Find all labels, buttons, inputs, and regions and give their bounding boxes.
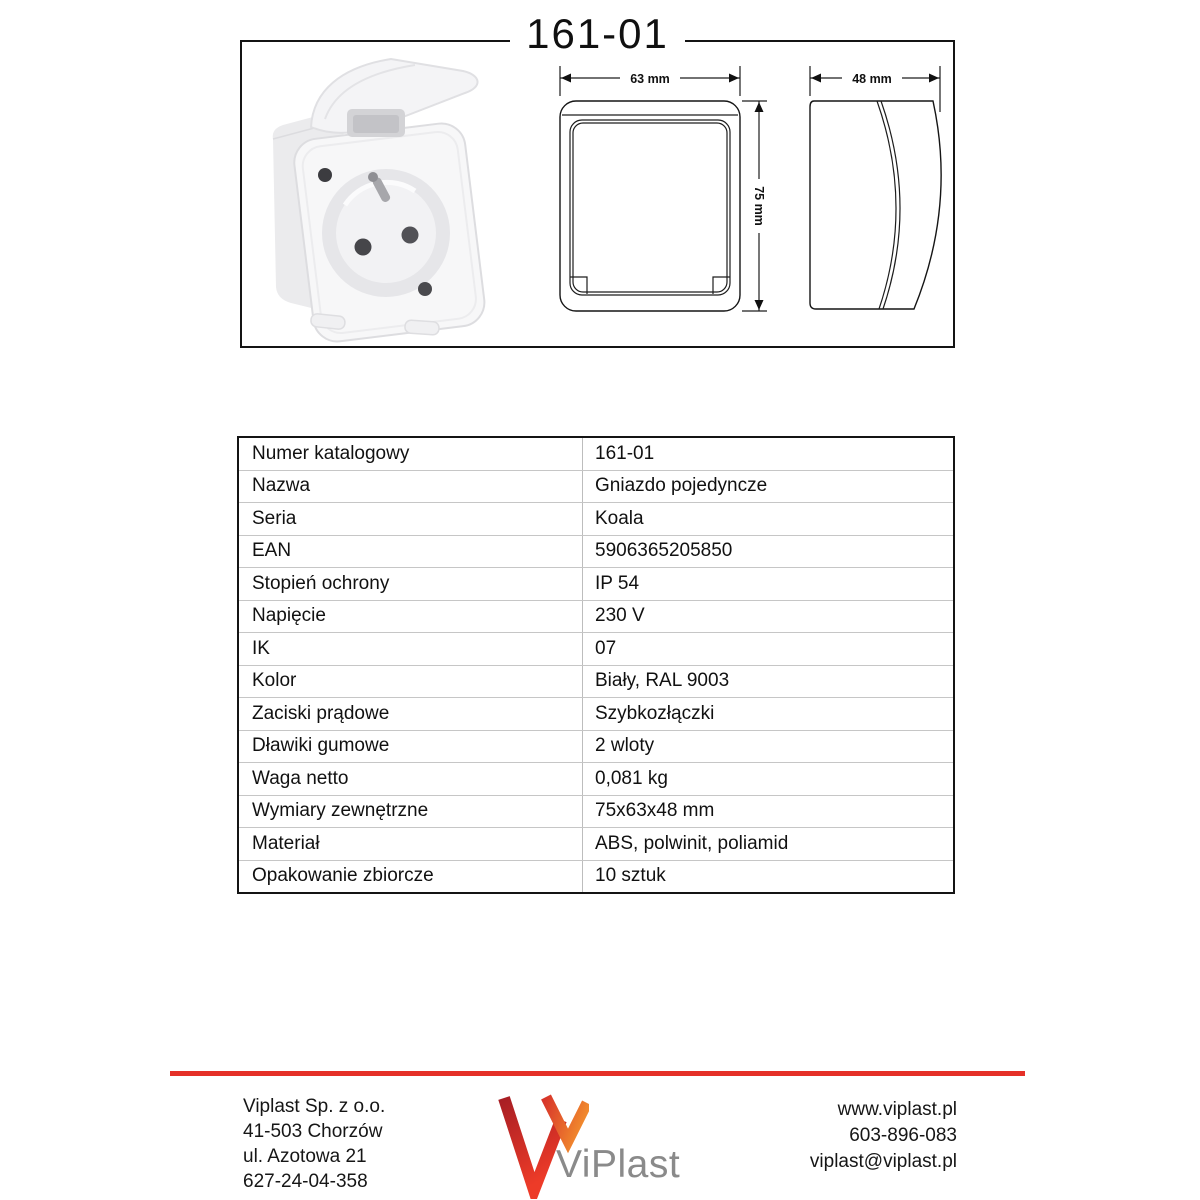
table-row bbox=[239, 827, 953, 860]
company-address-block bbox=[243, 1094, 385, 1194]
spec-value: ABS, polwinit, poliamid bbox=[595, 832, 789, 854]
spec-value: 10 sztuk bbox=[595, 865, 666, 887]
front-height-label: 75 mm bbox=[752, 186, 766, 226]
spec-label: Stopień ochrony bbox=[239, 568, 583, 600]
front-height-dimension bbox=[742, 101, 767, 311]
product-photo bbox=[273, 59, 487, 344]
table-row bbox=[239, 502, 953, 535]
spec-value: Szybkozłączki bbox=[595, 702, 715, 724]
company-street: ul. Azotowa 21 bbox=[243, 1146, 367, 1167]
spec-label: Zaciski prądowe bbox=[239, 698, 583, 730]
spec-value: 0,081 kg bbox=[595, 767, 668, 789]
page-title: 161-01 bbox=[510, 13, 685, 55]
side-view-drawing bbox=[810, 66, 941, 309]
spec-table bbox=[237, 436, 955, 894]
spec-value: 2 wloty bbox=[595, 735, 655, 757]
spec-value: IP 54 bbox=[595, 572, 640, 594]
table-row bbox=[239, 567, 953, 600]
table-row bbox=[239, 860, 953, 893]
table-row bbox=[239, 600, 953, 633]
spec-label: Opakowanie zbiorcze bbox=[239, 861, 583, 893]
mobile-phone: 603-896-083 bbox=[849, 1125, 957, 1146]
front-width-dimension bbox=[560, 66, 740, 96]
page-title-wrap bbox=[240, 10, 955, 57]
spec-label: Napięcie bbox=[239, 601, 583, 633]
table-row bbox=[239, 632, 953, 665]
spec-value: Koala bbox=[595, 507, 644, 529]
spec-value: 161-01 bbox=[595, 442, 655, 464]
spec-label: IK bbox=[239, 633, 583, 665]
spec-label: EAN bbox=[239, 536, 583, 568]
spec-label: Nazwa bbox=[239, 471, 583, 503]
spec-value: 75x63x48 mm bbox=[595, 800, 715, 822]
company-name: Viplast Sp. z o.o. bbox=[243, 1096, 386, 1117]
table-row bbox=[239, 697, 953, 730]
company-city: 41-503 Chorzów bbox=[243, 1121, 383, 1142]
contact-block bbox=[810, 1097, 957, 1175]
spec-value: 07 bbox=[595, 637, 617, 659]
spec-value: Biały, RAL 9003 bbox=[595, 670, 730, 692]
table-row bbox=[239, 762, 953, 795]
table-row bbox=[239, 438, 953, 470]
spec-label: Waga netto bbox=[239, 763, 583, 795]
footer-accent-rule bbox=[170, 1071, 1025, 1076]
email: viplast@viplast.pl bbox=[809, 1151, 957, 1172]
website: www.viplast.pl bbox=[837, 1099, 957, 1120]
table-row bbox=[239, 470, 953, 503]
company-phone: 627-24-04-358 bbox=[243, 1171, 368, 1192]
spec-value: 5906365205850 bbox=[595, 540, 733, 562]
spec-value: Gniazdo pojedyncze bbox=[595, 475, 768, 497]
table-row bbox=[239, 535, 953, 568]
spec-label: Kolor bbox=[239, 666, 583, 698]
front-width-label: 63 mm bbox=[630, 72, 670, 86]
spec-label: Wymiary zewnętrzne bbox=[239, 796, 583, 828]
spec-value: 230 V bbox=[595, 605, 645, 627]
spec-label: Seria bbox=[239, 503, 583, 535]
spec-label: Dławiki gumowe bbox=[239, 731, 583, 763]
side-depth-dimension bbox=[810, 66, 940, 112]
technical-drawing-box bbox=[240, 40, 955, 348]
spec-label: Numer katalogowy bbox=[239, 438, 583, 470]
spec-label: Materiał bbox=[239, 828, 583, 860]
table-row bbox=[239, 730, 953, 763]
table-row bbox=[239, 665, 953, 698]
viplast-logo-text: ViPlast bbox=[556, 1143, 681, 1186]
side-depth-label: 48 mm bbox=[852, 72, 892, 86]
technical-drawing bbox=[240, 40, 955, 348]
front-view-drawing bbox=[560, 66, 767, 311]
table-row bbox=[239, 795, 953, 828]
